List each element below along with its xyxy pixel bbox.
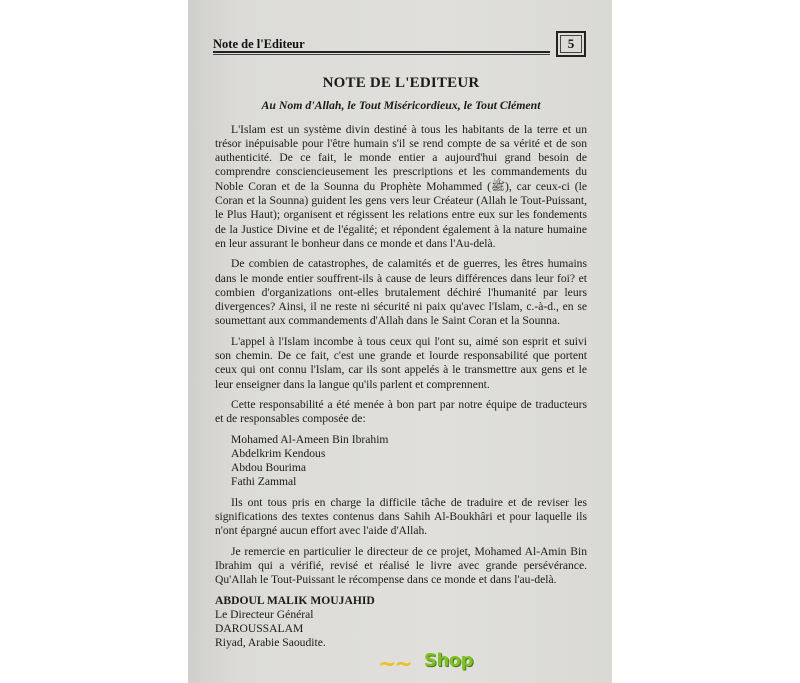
logo-text: Shop <box>424 650 474 671</box>
paragraph: Je remercie en particulier le directeur de ce projet, Mohamed Al-Amin Bin Ibrahim qui a vérifié, revisé et réalisé le livre avec grande persévérance. Qu'Allah le Tout-Puissant le récompense dans ce monde et dans l'au-delà. <box>215 544 587 587</box>
signature-block <box>215 594 587 650</box>
signature-place: Riyad, Arabie Saoudite. <box>215 635 326 649</box>
signature-org: DAROUSSALAM <box>215 621 304 635</box>
signature-name: ABDOUL MALIK MOUJAHID <box>215 593 375 607</box>
header-rule <box>213 51 550 55</box>
page-title: NOTE DE L'EDITEUR <box>322 75 480 91</box>
page-number-box: 5 <box>556 31 586 57</box>
team-member: Abdou Bourima <box>231 461 307 475</box>
running-header-title: Note de l'Editeur <box>213 37 305 51</box>
logo-swoosh-icon: ~~ <box>378 652 411 677</box>
page-content <box>215 76 587 650</box>
shop-logo <box>378 646 498 680</box>
page-header <box>213 31 588 55</box>
paragraph: De combien de catastrophes, de calamités et de guerres, les êtres humains dans le monde entier souffrent-ils à cause de leurs différences dans leur foi? et combien d'organizations ont-elles brutalement déchiré l'humanité par leurs divergences? Ainsi, il ne reste ni sécurité ni paix qu'avec l'Islam, c.-à-d., en se soumettant aux commandements d'Allah dans le Saint Coran et la Sounna. <box>215 257 587 328</box>
paragraph: L'appel à l'Islam incombe à tous ceux qui l'ont su, aimé son esprit et suivi son chemin. De ce fait, c'est une grande et lourde responsabilité que portent ceux qui ont connu l'Islam, car ils sont appelés à le transmettre aux gens et le leur enseigner dans la langue qu'ils parlent et comprennent. <box>215 334 587 391</box>
paragraph: Cette responsabilité a été menée à bon part par notre équipe de traducteurs et de responsables composée de: <box>215 397 587 426</box>
page-subtitle: Au Nom d'Allah, le Tout Miséricordieux, le Tout Clément <box>261 98 541 113</box>
book-page <box>188 0 612 683</box>
team-member: Mohamed Al-Ameen Bin Ibrahim <box>231 432 389 446</box>
signature-role: Le Directeur Général <box>215 607 314 621</box>
team-list <box>231 433 587 490</box>
paragraph: Ils ont tous pris en charge la difficile tâche de traduire et de reviser les significations des textes contenus dans Sahih Al-Boukhâri et pour laquelle ils n'ont épargné aucun effort avec l'aide d'Allah. <box>215 495 587 538</box>
team-member: Abdelkrim Kendous <box>231 446 326 460</box>
paragraph: L'Islam est un système divin destiné à tous les habitants de la terre et un trésor inépuisable pour l'être humain s'il se rend compte de sa vérité et de son authenticité. De ce fait, le monde entier a aujourd'hui grand besoin de comprendre consciencieusement les prescriptions et les commandements du Noble Coran et de la Sounna du Prophète Mohammed (ﷺ), car ceux-ci (le Coran et la Sounna) guident les gens vers leur Créateur (Allah le Tout-Puissant, le Plus Haut); organisent et régissent les relations entre eux sur les fondements de la Justice Divine et de l'égalité; et répondent également à la nature humaine en leur assurant le bonheur dans ce monde et dans l'Au-delà. <box>215 122 587 250</box>
team-member: Fathi Zammal <box>231 475 297 489</box>
